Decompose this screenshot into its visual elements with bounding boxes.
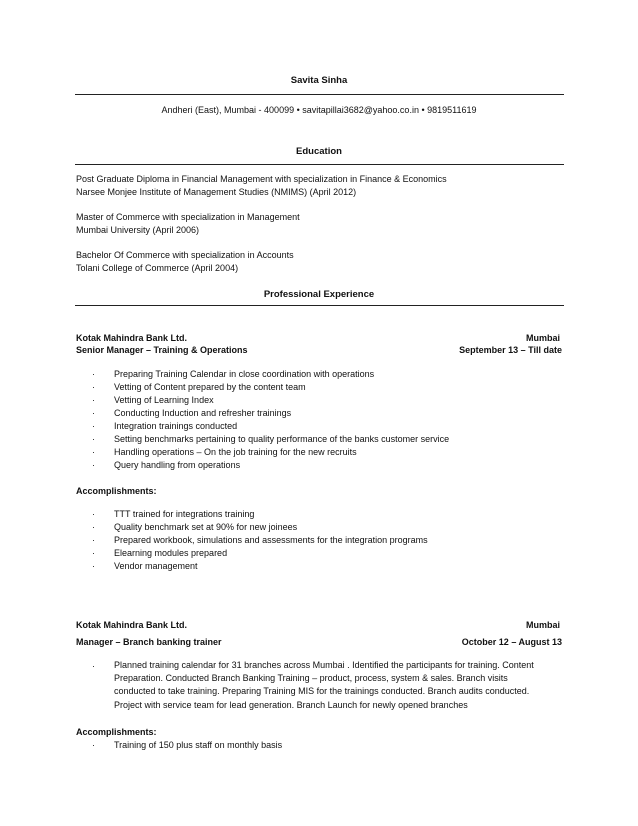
paragraph-line: Planned training calendar for 31 branches across Mumbai . Identified the participants for training. Content — [114, 660, 534, 670]
bullet-icon: · — [92, 522, 95, 532]
paragraph-line: conducted to take training. Preparing Training MIS for the trainings conducted. Branch audits conducted. — [114, 686, 530, 697]
education-institution: Narsee Monjee Institute of Management Studies (NMIMS) (April 2012) — [76, 187, 357, 197]
list-item: Handling operations – On the job training for the new recruits — [114, 447, 357, 457]
contact-line: Andheri (East), Mumbai - 400099 • savitapillai3682@yahoo.co.in • 9819511619 — [161, 105, 477, 115]
bullet-icon: · — [92, 382, 95, 392]
job-role: Senior Manager – Training & Operations — [76, 345, 248, 355]
list-item: Conducting Induction and refresher trainings — [114, 408, 292, 418]
bullet-icon: · — [92, 434, 95, 444]
education-institution: Mumbai University (April 2006) — [76, 225, 200, 235]
list-item: Prepared workbook, simulations and assessments for the integration programs — [114, 535, 428, 545]
list-item: Integration trainings conducted — [114, 421, 238, 431]
job-role: Manager – Branch banking trainer — [76, 637, 222, 647]
bullet-icon: · — [92, 535, 95, 545]
bullet-icon: · — [92, 369, 95, 379]
bullet-icon: · — [92, 561, 95, 571]
job-company: Kotak Mahindra Bank Ltd. — [76, 620, 188, 630]
job-duties-paragraph — [114, 659, 569, 712]
bullet-icon: · — [92, 421, 95, 431]
bullet-icon: · — [92, 661, 95, 671]
experience-divider — [75, 305, 564, 306]
accomplishments-heading: Accomplishments: — [76, 486, 157, 496]
list-item: Query handling from operations — [114, 460, 241, 470]
bullet-icon: · — [92, 548, 95, 558]
job-company: Kotak Mahindra Bank Ltd. — [76, 333, 188, 343]
bullet-icon: · — [92, 395, 95, 405]
list-item: TTT trained for integrations training — [114, 509, 255, 519]
list-item: Quality benchmark set at 90% for new joinees — [114, 522, 298, 532]
education-degree: Master of Commerce with specialization in Management — [76, 212, 300, 222]
experience-heading: Professional Experience — [263, 289, 375, 300]
header-divider — [75, 94, 564, 95]
job-location: Mumbai — [525, 620, 560, 630]
education-institution: Tolani College of Commerce (April 2004) — [76, 263, 239, 273]
list-item: Preparing Training Calendar in close coordination with operations — [114, 369, 375, 379]
bullet-icon: · — [92, 509, 95, 519]
accomplishments-heading: Accomplishments: — [76, 727, 157, 737]
list-item: Vetting of Learning Index — [114, 395, 214, 405]
education-degree: Post Graduate Diploma in Financial Management with specialization in Finance & Economics — [76, 174, 447, 184]
job-dates: October 12 – August 13 — [461, 637, 562, 647]
bullet-icon: · — [92, 447, 95, 457]
education-divider — [75, 164, 564, 165]
bullet-icon: · — [92, 408, 95, 418]
bullet-icon: · — [92, 460, 95, 470]
list-item: Elearning modules prepared — [114, 548, 228, 558]
paragraph-line: Preparation. Conducted Branch Banking Training – product, process, system & sales. Branch visits — [114, 673, 508, 684]
bullet-icon: · — [92, 740, 95, 750]
list-item: Vendor management — [114, 561, 198, 571]
education-heading: Education — [296, 146, 342, 157]
candidate-name: Savita Sinha — [290, 75, 348, 86]
list-item: Training of 150 plus staff on monthly basis — [114, 740, 283, 750]
list-item: Vetting of Content prepared by the content team — [114, 382, 306, 392]
job-location: Mumbai — [525, 333, 560, 343]
list-item: Setting benchmarks pertaining to quality performance of the banks customer service — [114, 434, 450, 444]
education-degree: Bachelor Of Commerce with specialization in Accounts — [76, 250, 294, 260]
job-dates: September 13 – Till date — [459, 345, 562, 355]
paragraph-line: Project with service team for lead generation. Branch Launch for newly opened branches — [114, 699, 468, 710]
